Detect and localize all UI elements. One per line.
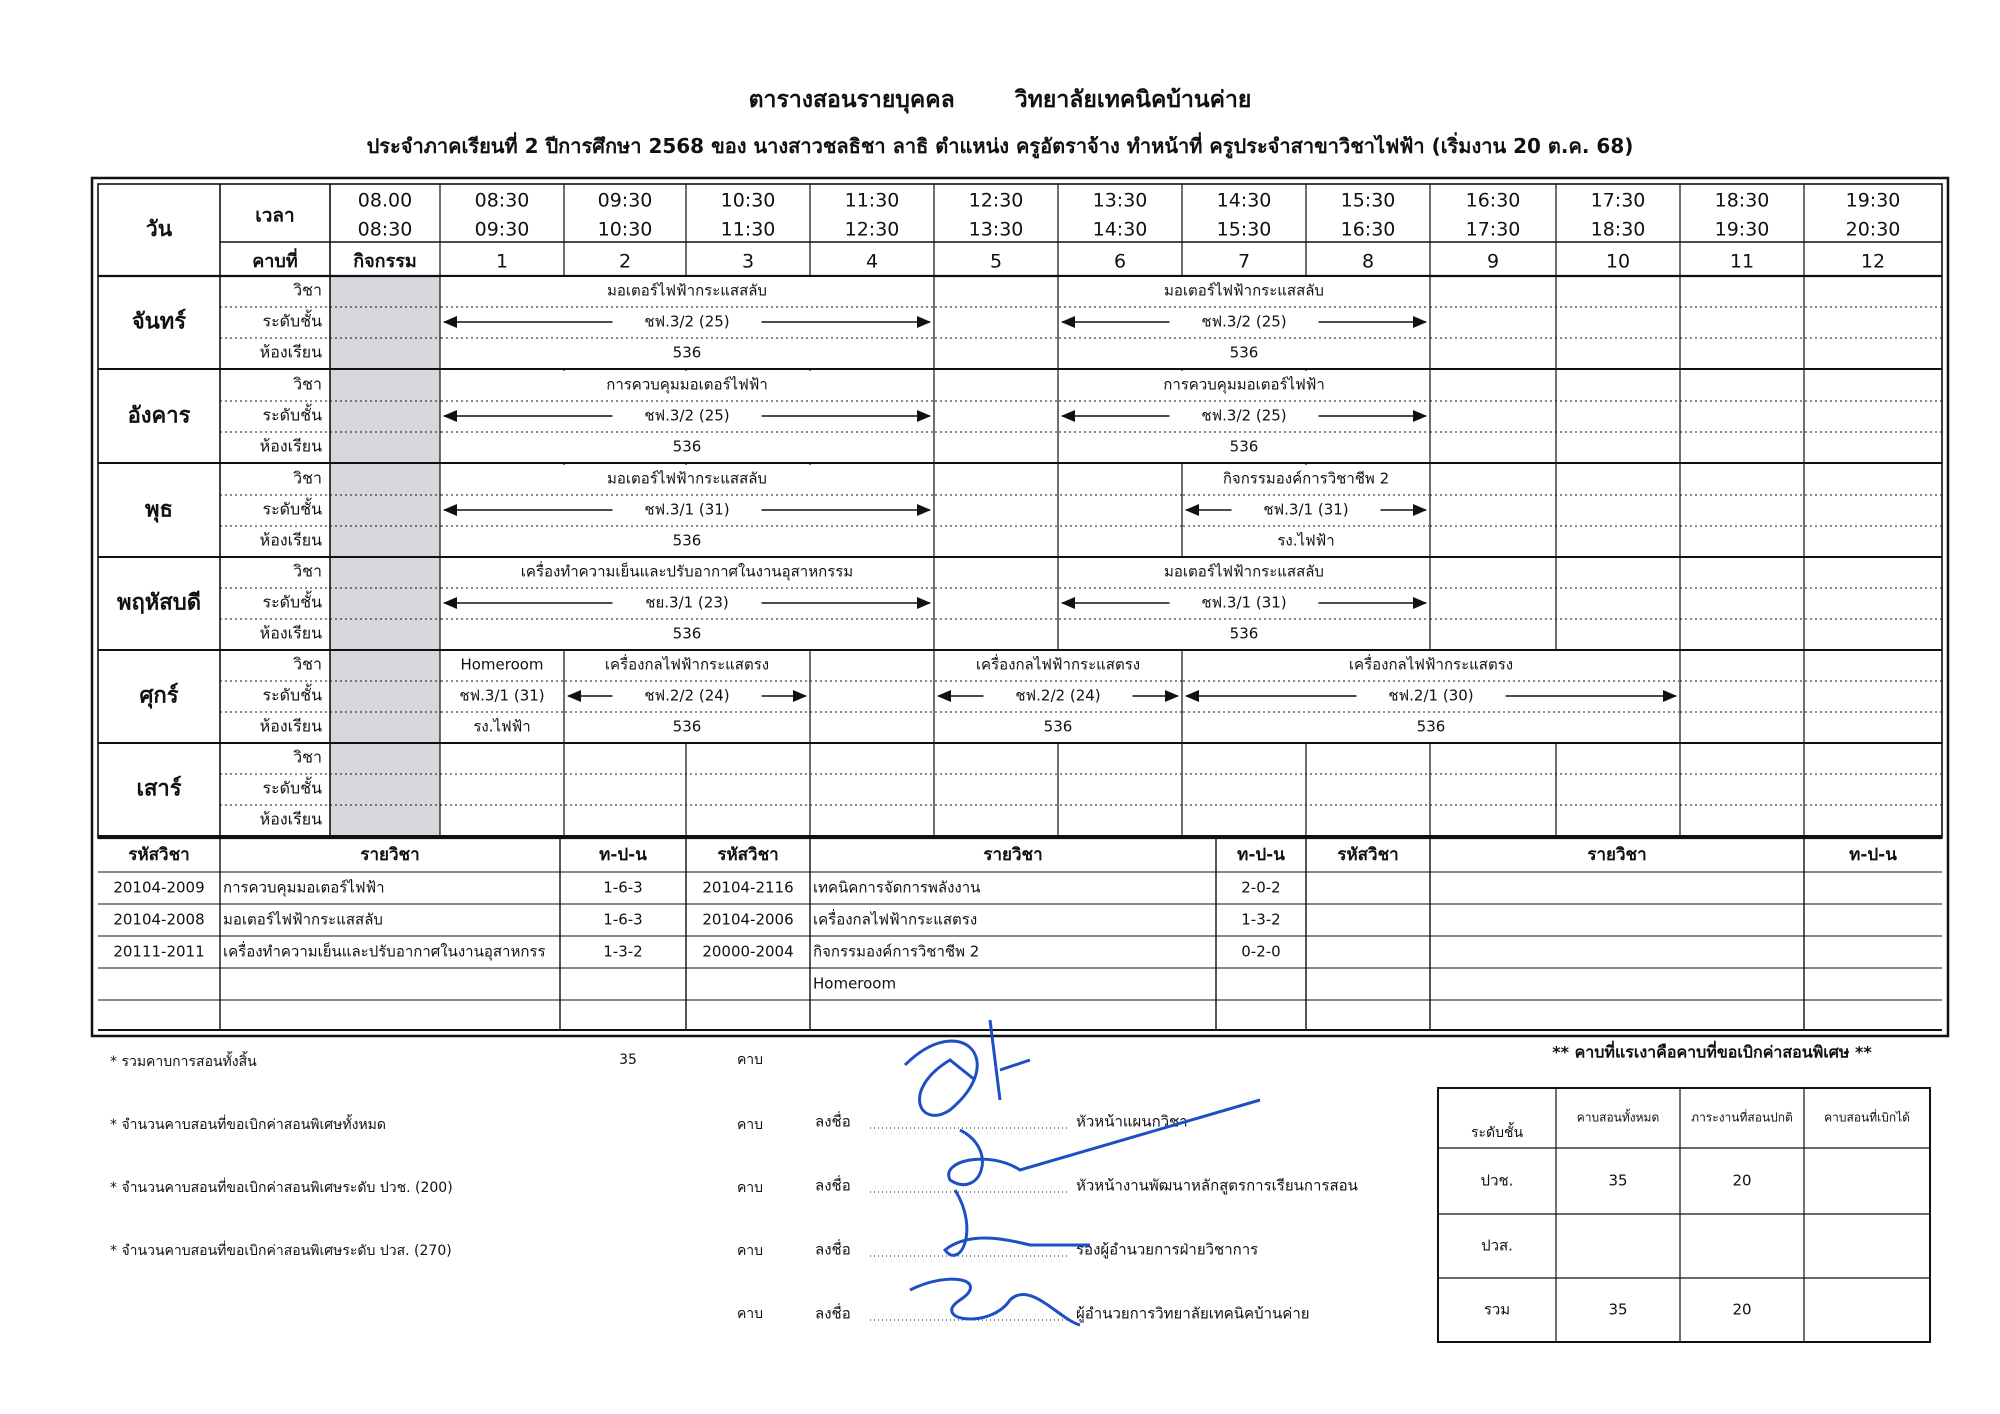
period-number: 11 bbox=[1729, 250, 1755, 273]
period-number: 5 bbox=[989, 250, 1003, 273]
period-number: 9 bbox=[1486, 250, 1500, 273]
schedule-title: ตารางสอนรายบุคคล bbox=[748, 87, 955, 113]
time-start: 10:30 bbox=[720, 189, 776, 212]
footer bbox=[110, 1020, 1930, 1342]
time-start: 08:30 bbox=[474, 189, 530, 212]
signer-title: ผู้อำนวยการวิทยาลัยเทคนิคบ้านค่าย bbox=[1076, 1304, 1310, 1323]
subject-header: ท-ป-น bbox=[1849, 845, 1897, 865]
college-name: วิทยาลัยเทคนิคบ้านค่าย bbox=[1014, 87, 1252, 113]
sign-label: ลงชื่อ bbox=[815, 1304, 851, 1323]
subject-code: 20111-2011 bbox=[113, 942, 205, 961]
subject-code: 20000-2004 bbox=[702, 942, 794, 961]
block-room: 536 bbox=[672, 624, 702, 643]
box-cell: รวม bbox=[1483, 1300, 1511, 1319]
block-room: 536 bbox=[672, 717, 702, 736]
day-name: เสาร์ bbox=[136, 776, 182, 802]
block-subject: การควบคุมมอเตอร์ไฟฟ้า bbox=[606, 375, 768, 394]
block-room: 536 bbox=[1229, 343, 1259, 362]
block-level: ชฟ.3/1 (31) bbox=[1201, 593, 1287, 612]
block-level: ชฟ.3/2 (25) bbox=[644, 406, 730, 425]
time-start: 17:30 bbox=[1590, 189, 1646, 212]
row-label: วิชา bbox=[293, 280, 322, 300]
time-start: 16:30 bbox=[1465, 189, 1521, 212]
row-label: วิชา bbox=[293, 561, 322, 581]
subject-header: ท-ป-น bbox=[1237, 845, 1285, 865]
time-start: 18:30 bbox=[1714, 189, 1770, 212]
subject-tpn: 1-6-3 bbox=[603, 910, 643, 929]
box-header: คาบสอนที่เบิกได้ bbox=[1824, 1110, 1910, 1125]
block-subject: มอเตอร์ไฟฟ้ากระแสสลับ bbox=[1164, 562, 1324, 581]
block-subject: เครื่องทำความเย็นและปรับอากาศในงานอุสาหกรรม bbox=[520, 562, 854, 581]
period-number: 10 bbox=[1605, 250, 1631, 273]
signature-mark bbox=[910, 1279, 1080, 1325]
signature-mark bbox=[945, 1190, 1090, 1255]
period-number: 1 bbox=[495, 250, 509, 273]
period-number: 3 bbox=[741, 250, 755, 273]
time-end: 09:30 bbox=[474, 218, 530, 241]
row-label: ระดับชั้น bbox=[262, 778, 322, 798]
time-end: 08:30 bbox=[357, 218, 413, 241]
row-label: ระดับชั้น bbox=[262, 311, 322, 331]
period-number: 8 bbox=[1361, 250, 1375, 273]
block-subject: Homeroom bbox=[460, 655, 544, 674]
timetable-grid bbox=[92, 178, 1948, 1036]
subject-name: เทคนิคการจัดการพลังงาน bbox=[813, 878, 981, 897]
subject-code: 20104-2006 bbox=[702, 910, 794, 929]
block-room: 536 bbox=[1229, 624, 1259, 643]
block-subject: มอเตอร์ไฟฟ้ากระแสสลับ bbox=[607, 469, 767, 488]
block-room: 536 bbox=[1416, 717, 1446, 736]
period-number: 7 bbox=[1237, 250, 1251, 273]
activity-header: กิจกรรม bbox=[353, 251, 417, 272]
subject-name: มอเตอร์ไฟฟ้ากระแสสลับ bbox=[223, 910, 383, 929]
row-label: วิชา bbox=[293, 374, 322, 394]
time-end: 15:30 bbox=[1216, 218, 1272, 241]
box-cell: 20 bbox=[1732, 1171, 1752, 1190]
block-level: ชฟ.3/1 (31) bbox=[459, 686, 545, 705]
block-level: ชฟ.2/2 (24) bbox=[644, 686, 730, 705]
subject-code: 20104-2009 bbox=[113, 878, 205, 897]
signer-title: รองผู้อำนวยการฝ่ายวิชาการ bbox=[1076, 1240, 1259, 1259]
page-subtitle: ประจำภาคเรียนที่ 2 ปีการศึกษา 2568 ของ นางสาวชลธิชา ลาธิ ตำแหน่ง ครูอัตราจ้าง ทำหน้าที่ ครูประจำสาขาวิชาไฟฟ้า (เริ่มงาน 20 ต.ค. 68) bbox=[366, 134, 1634, 158]
sign-label: ลงชื่อ bbox=[815, 1176, 851, 1195]
subject-name: เครื่องกลไฟฟ้ากระแสตรง bbox=[813, 910, 978, 929]
block-level: ชฟ.3/1 (31) bbox=[644, 500, 730, 519]
row-label: ระดับชั้น bbox=[262, 499, 322, 519]
time-start: 14:30 bbox=[1216, 189, 1272, 212]
box-cell: ปวส. bbox=[1481, 1236, 1513, 1255]
block-level: ชฟ.3/1 (31) bbox=[1263, 500, 1349, 519]
box-header: ระดับชั้น bbox=[1470, 1125, 1524, 1141]
time-end: 19:30 bbox=[1714, 218, 1770, 241]
day-name: จันทร์ bbox=[131, 309, 187, 335]
time-start: 08.00 bbox=[357, 189, 413, 212]
box-cell: 35 bbox=[1608, 1171, 1628, 1190]
row-label: ระดับชั้น bbox=[262, 405, 322, 425]
signature-mark bbox=[905, 1020, 1030, 1115]
shading-note: ** คาบที่แรเงาคือคาบที่ขอเบิกค่าสอนพิเศษ ** bbox=[1552, 1042, 1872, 1062]
block-level: ชฟ.3/2 (25) bbox=[1201, 406, 1287, 425]
row-label: ห้องเรียน bbox=[259, 530, 322, 550]
row-label: ห้องเรียน bbox=[259, 342, 322, 362]
time-end: 16:30 bbox=[1340, 218, 1396, 241]
subject-tpn: 1-3-2 bbox=[1241, 910, 1281, 929]
time-end: 14:30 bbox=[1092, 218, 1148, 241]
unit-label: คาบ bbox=[736, 1306, 764, 1322]
summary-line: * จำนวนคาบสอนที่ขอเบิกค่าสอนพิเศษระดับ ปวส. (270) bbox=[110, 1243, 452, 1259]
row-label: ห้องเรียน bbox=[259, 436, 322, 456]
unit-label: คาบ bbox=[736, 1243, 764, 1259]
box-header: คาบสอนทั้งหมด bbox=[1576, 1110, 1660, 1125]
row-label: วิชา bbox=[293, 468, 322, 488]
row-label: ห้องเรียน bbox=[259, 809, 322, 829]
row-label: ระดับชั้น bbox=[262, 592, 322, 612]
time-start: 11:30 bbox=[844, 189, 900, 212]
time-end: 20:30 bbox=[1845, 218, 1901, 241]
time-start: 09:30 bbox=[597, 189, 653, 212]
block-level: ชย.3/1 (23) bbox=[645, 593, 729, 612]
block-subject: การควบคุมมอเตอร์ไฟฟ้า bbox=[1163, 375, 1325, 394]
subject-tpn: 2-0-2 bbox=[1241, 878, 1281, 897]
block-room: 536 bbox=[1229, 437, 1259, 456]
subject-name: เครื่องทำความเย็นและปรับอากาศในงานอุสาหกรร bbox=[223, 942, 546, 961]
subject-code: 20104-2008 bbox=[113, 910, 205, 929]
signer-title: หัวหน้างานพัฒนาหลักสูตรการเรียนการสอน bbox=[1076, 1176, 1358, 1195]
total-value: 35 bbox=[619, 1052, 637, 1068]
subject-header: รายวิชา bbox=[360, 845, 420, 865]
signer-title: หัวหน้าแผนกวิชา bbox=[1076, 1112, 1188, 1131]
block-level: ชฟ.2/2 (24) bbox=[1015, 686, 1101, 705]
block-room: รง.ไฟฟ้า bbox=[1277, 531, 1335, 550]
time-start: 12:30 bbox=[968, 189, 1024, 212]
time-end: 18:30 bbox=[1590, 218, 1646, 241]
block-level: ชฟ.3/2 (25) bbox=[644, 312, 730, 331]
sign-label: ลงชื่อ bbox=[815, 1112, 851, 1131]
unit-label: คาบ bbox=[736, 1180, 764, 1196]
day-name: พฤหัสบดี bbox=[116, 590, 202, 616]
block-room: 536 bbox=[672, 343, 702, 362]
period-number: 4 bbox=[865, 250, 879, 273]
period-number: 6 bbox=[1113, 250, 1127, 273]
subject-header: ท-ป-น bbox=[599, 845, 647, 865]
subject-header: รายวิชา bbox=[1587, 845, 1647, 865]
subject-header: รหัสวิชา bbox=[128, 845, 190, 865]
day-name: ศุกร์ bbox=[139, 683, 179, 709]
time-start: 19:30 bbox=[1845, 189, 1901, 212]
summary-line: * จำนวนคาบสอนที่ขอเบิกค่าสอนพิเศษระดับ ปวช. (200) bbox=[110, 1180, 453, 1196]
subject-tpn: 1-6-3 bbox=[603, 878, 643, 897]
period-number: 2 bbox=[618, 250, 632, 273]
unit-label: คาบ bbox=[736, 1052, 764, 1068]
block-room: รง.ไฟฟ้า bbox=[473, 717, 531, 736]
box-header: ภาระงานที่สอนปกติ bbox=[1691, 1110, 1793, 1125]
block-subject: เครื่องกลไฟฟ้ากระแสตรง bbox=[1348, 655, 1514, 674]
day-header: วัน bbox=[145, 217, 173, 241]
subject-name: Homeroom bbox=[813, 974, 897, 993]
row-label: ห้องเรียน bbox=[259, 716, 322, 736]
block-subject: เครื่องกลไฟฟ้ากระแสตรง bbox=[604, 655, 770, 674]
box-cell: 20 bbox=[1732, 1300, 1752, 1319]
time-end: 12:30 bbox=[844, 218, 900, 241]
block-level: ชฟ.3/2 (25) bbox=[1201, 312, 1287, 331]
time-header: เวลา bbox=[255, 204, 295, 227]
time-end: 13:30 bbox=[968, 218, 1024, 241]
subject-table bbox=[98, 838, 1942, 1030]
subject-name: การควบคุมมอเตอร์ไฟฟ้า bbox=[223, 878, 385, 897]
period-number: 12 bbox=[1860, 250, 1886, 273]
box-cell: 35 bbox=[1608, 1300, 1628, 1319]
block-subject: กิจกรรมองค์การวิชาชีพ 2 bbox=[1222, 469, 1390, 488]
block-subject: มอเตอร์ไฟฟ้ากระแสสลับ bbox=[1164, 281, 1324, 300]
subject-code: 20104-2116 bbox=[702, 878, 794, 897]
day-name: พุธ bbox=[145, 497, 173, 523]
subject-name: กิจกรรมองค์การวิชาชีพ 2 bbox=[813, 942, 980, 961]
block-subject: มอเตอร์ไฟฟ้ากระแสสลับ bbox=[607, 281, 767, 300]
day-name: อังคาร bbox=[127, 403, 191, 429]
unit-label: คาบ bbox=[736, 1117, 764, 1133]
subject-header: รายวิชา bbox=[983, 845, 1043, 865]
row-label: วิชา bbox=[293, 747, 322, 767]
time-start: 13:30 bbox=[1092, 189, 1148, 212]
block-room: 536 bbox=[672, 437, 702, 456]
sign-label: ลงชื่อ bbox=[815, 1240, 851, 1259]
subject-header: รหัสวิชา bbox=[1337, 845, 1399, 865]
row-label: ระดับชั้น bbox=[262, 685, 322, 705]
time-start: 15:30 bbox=[1340, 189, 1396, 212]
time-end: 17:30 bbox=[1465, 218, 1521, 241]
block-level: ชฟ.2/1 (30) bbox=[1388, 686, 1474, 705]
time-end: 11:30 bbox=[720, 218, 776, 241]
block-subject: เครื่องกลไฟฟ้ากระแสตรง bbox=[975, 655, 1141, 674]
subject-tpn: 1-3-2 bbox=[603, 942, 643, 961]
row-label: ห้องเรียน bbox=[259, 623, 322, 643]
block-room: 536 bbox=[1043, 717, 1073, 736]
time-end: 10:30 bbox=[597, 218, 653, 241]
subject-tpn: 0-2-0 bbox=[1241, 942, 1281, 961]
row-label: วิชา bbox=[293, 654, 322, 674]
period-header: คาบที่ bbox=[252, 251, 298, 272]
block-room: 536 bbox=[672, 531, 702, 550]
subject-header: รหัสวิชา bbox=[717, 845, 779, 865]
summary-line: * จำนวนคาบสอนที่ขอเบิกค่าสอนพิเศษทั้งหมด bbox=[110, 1117, 387, 1133]
total-label: * รวมคาบการสอนทั้งสิ้น bbox=[110, 1054, 257, 1070]
box-cell: ปวช. bbox=[1480, 1171, 1514, 1190]
